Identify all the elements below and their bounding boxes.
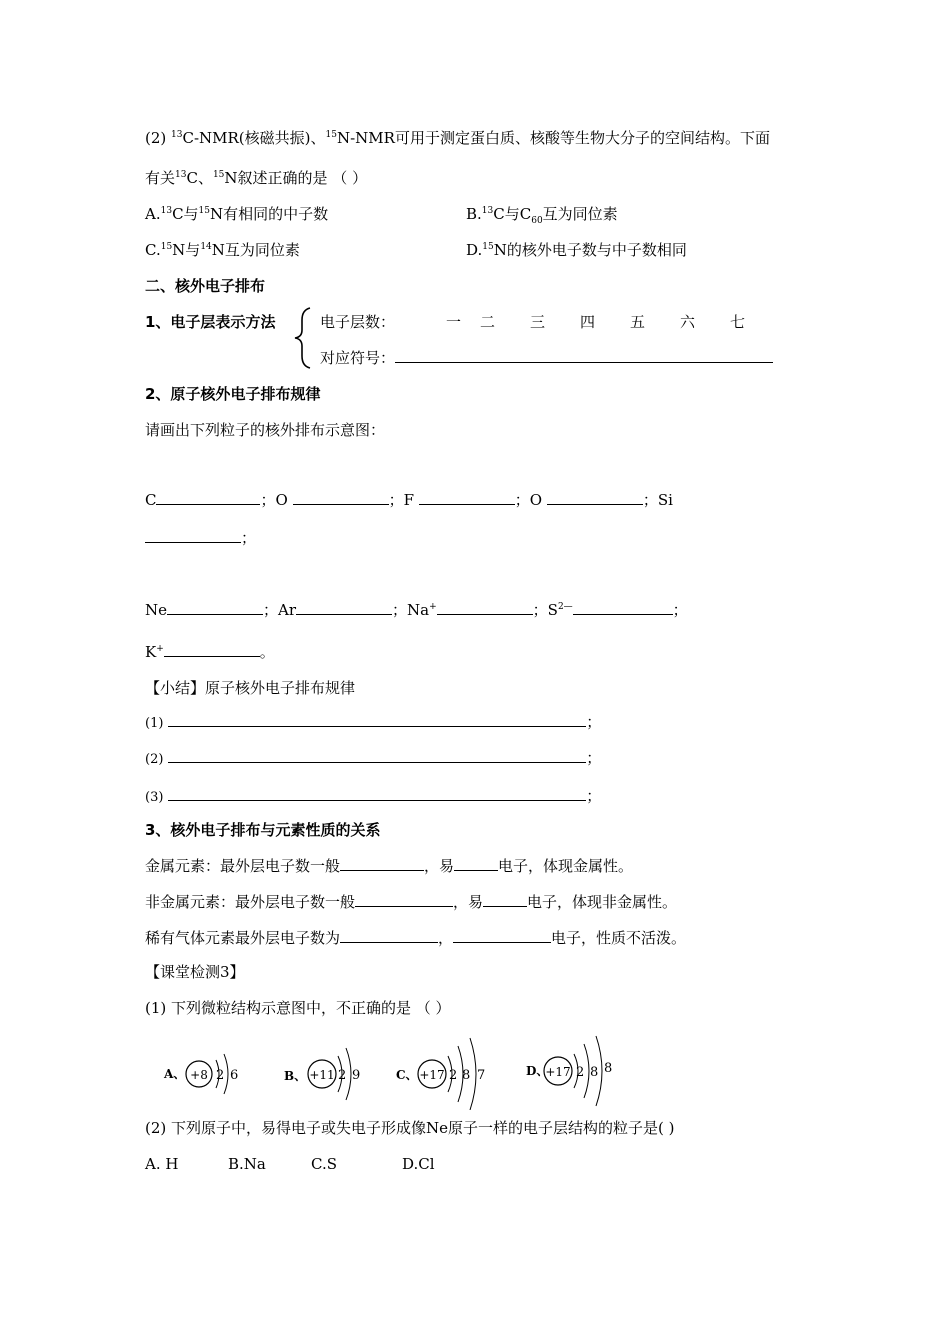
check3-q2-option-d: D.Cl [402, 1155, 435, 1173]
atom-diagrams [150, 1034, 670, 1110]
s1-symbol-label: 对应符号： [320, 349, 396, 367]
summary-blank-2[interactable] [168, 748, 586, 763]
blank-o2[interactable] [547, 490, 643, 505]
svg-text:+8: +8 [190, 1068, 208, 1082]
diagram-d-label: D、 [526, 1064, 549, 1078]
svg-text:2: 2 [338, 1068, 347, 1083]
svg-text:9: 9 [352, 1068, 361, 1083]
s1-layer-7: 七 [730, 313, 746, 331]
check3-heading: 【课堂检测3】 [145, 963, 245, 981]
s3-nonmetal: 非金属元素：最外层电子数一般 ，易 电子，体现非金属性。 [145, 893, 678, 911]
summary-item-1: (1) ； [145, 713, 602, 731]
s1-layer-5: 五 [630, 313, 646, 331]
s1-layer-1: 一 [446, 313, 462, 331]
svg-text:2: 2 [216, 1068, 225, 1083]
blank-s[interactable] [573, 600, 673, 615]
s2-row1: C ；O ；F ；O ；Si [145, 491, 673, 509]
svg-text:+17: +17 [545, 1065, 571, 1079]
q2-option-b: B.$^{13}$C与$C_{60}$互为同位素 [466, 205, 618, 226]
summary-blank-1[interactable] [168, 712, 586, 727]
blank-noble-1[interactable] [340, 928, 438, 943]
s1-symbol-blank[interactable] [395, 348, 773, 363]
blank-ar[interactable] [296, 600, 392, 615]
q2-option-d: D.$^{15}$N的核外电子数与中子数相同 [466, 241, 687, 259]
diagram-c [396, 1038, 485, 1110]
s1-layer-2: 二 [480, 313, 496, 331]
s3-noble: 稀有气体元素最外层电子数为 ， 电子，性质不活泼。 [145, 929, 687, 947]
blank-metal-1[interactable] [340, 856, 424, 871]
diagram-d [526, 1036, 612, 1106]
blank-c[interactable] [156, 490, 260, 505]
svg-text:2: 2 [576, 1065, 585, 1080]
blank-metal-2[interactable] [454, 856, 498, 871]
check3-q2: (2) 下列原子中，易得电子或失电子形成像Ne原子一样的电子层结构的粒子是( ) [145, 1119, 675, 1137]
s3-metal: 金属元素：最外层电子数一般 ，易 电子，体现金属性。 [145, 857, 634, 875]
q2-stem-line1: (2) $^{13}$C-NMR(核磁共振)、$^{15}$N-NMR可用于测定蛋白质、核酸等生物大分子的空间结构。下面 [145, 129, 770, 147]
summary-heading: 【小结】原子核外电子排布规律 [145, 679, 356, 697]
check3-q1: (1) 下列微粒结构示意图中，不正确的是 （ ） [145, 999, 451, 1017]
curly-brace [292, 306, 316, 370]
svg-text:+11: +11 [309, 1068, 335, 1082]
diagram-c-label: C、 [396, 1068, 418, 1082]
summary-blank-3[interactable] [168, 786, 586, 801]
svg-text:7: 7 [477, 1068, 486, 1083]
blank-si[interactable] [145, 528, 241, 543]
blank-k[interactable] [164, 642, 260, 657]
s2-row1-cont: ； [145, 528, 256, 548]
diagram-b [284, 1048, 360, 1100]
s1-heading: 1、电子层表示方法 [145, 313, 276, 331]
svg-text:2: 2 [449, 1068, 458, 1083]
summary-item-2: (2) ； [145, 749, 602, 767]
blank-f[interactable] [419, 490, 515, 505]
svg-text:8: 8 [462, 1068, 471, 1083]
svg-text:8: 8 [604, 1061, 613, 1076]
diagram-a-label: A、 [164, 1067, 186, 1081]
q2-stem-line2: 有关$^{13}$C、$^{15}$N叙述正确的是 （ ） [145, 169, 368, 187]
s2-row3: K+ 。 [145, 643, 275, 661]
s1-layer-6: 六 [680, 313, 696, 331]
s1-symbol-row [320, 348, 773, 368]
s3-heading: 3、核外电子排布与元素性质的关系 [145, 821, 381, 839]
q2-option-a: A.$^{13}$C与$^{15}$N有相同的中子数 [145, 205, 329, 223]
svg-text:6: 6 [230, 1068, 239, 1083]
blank-nonmetal-1[interactable] [355, 892, 453, 907]
check3-q2-option-a: A. H [145, 1155, 179, 1173]
blank-na[interactable] [437, 600, 533, 615]
blank-ne[interactable] [167, 600, 263, 615]
summary-item-3: (3) ； [145, 787, 602, 805]
diagram-a [163, 1054, 238, 1094]
diagram-b-label: B、 [284, 1069, 307, 1083]
section2-heading: 二、核外电子排布 [145, 277, 266, 295]
s2-row2: Ne ；Ar ；Na+ ；$S^{2—}$ ； [145, 601, 688, 619]
blank-o[interactable] [293, 490, 389, 505]
q2-number: (2) [145, 129, 167, 147]
check3-q2-option-b: B.Na [228, 1155, 266, 1173]
blank-nonmetal-2[interactable] [483, 892, 527, 907]
check3-q2-option-c: C.S [311, 1155, 337, 1173]
q2-option-c: C.$^{15}$N与$^{14}$N互为同位素 [145, 241, 300, 259]
s2-prompt: 请画出下列粒子的核外排布示意图： [145, 421, 386, 439]
svg-text:8: 8 [590, 1065, 599, 1080]
s1-layer-3: 三 [530, 313, 546, 331]
s2-heading: 2、原子核外电子排布规律 [145, 385, 321, 403]
s1-layers-label: 电子层数： [320, 313, 396, 331]
svg-text:+17: +17 [419, 1068, 445, 1082]
s1-layer-4: 四 [580, 313, 596, 331]
blank-noble-2[interactable] [453, 928, 551, 943]
